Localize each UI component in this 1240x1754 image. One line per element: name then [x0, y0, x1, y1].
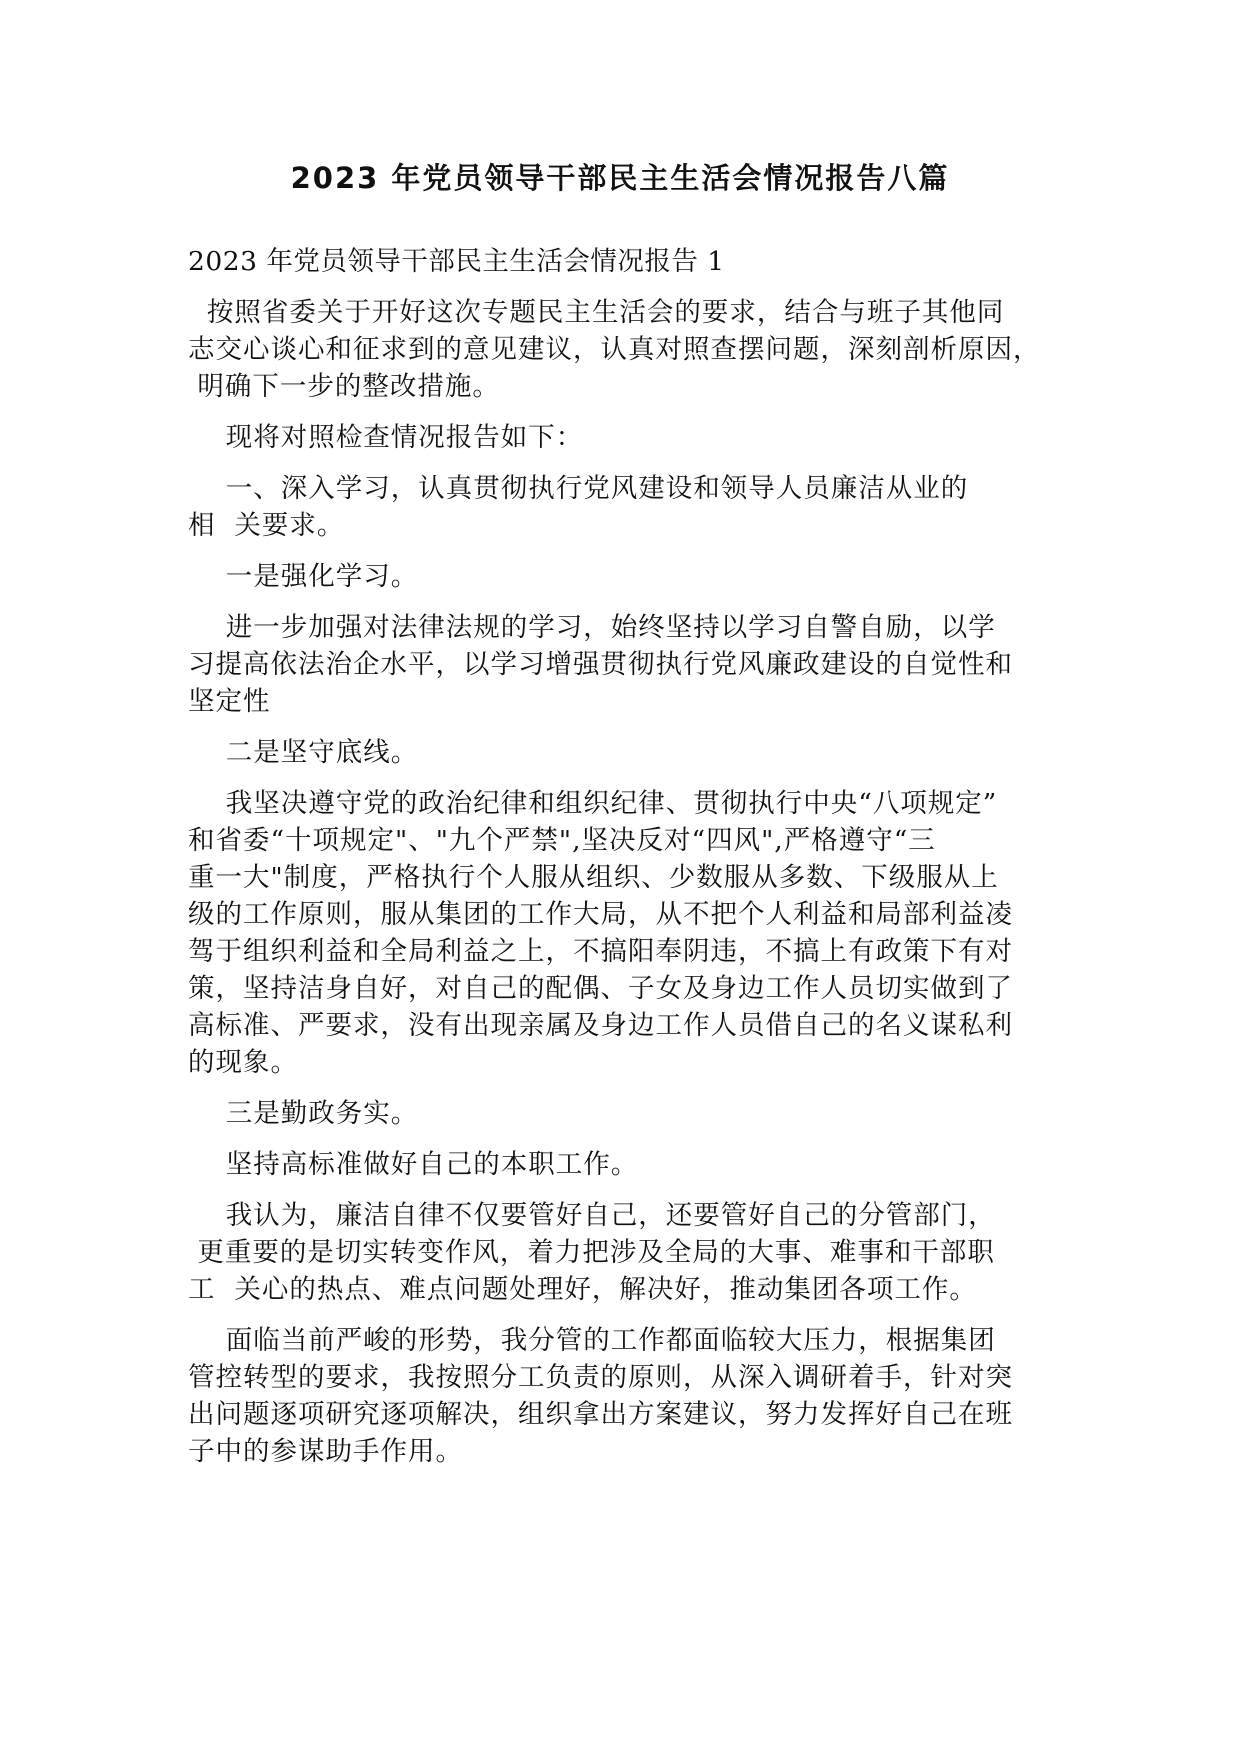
document-title: 2023 年党员领导干部民主生活会情况报告八篇	[290, 161, 950, 195]
paragraph-line: 管控转型的要求，我按照分工负责的原则，从深入调研着手，针对突	[188, 1362, 1013, 1393]
paragraph	[188, 1146, 1078, 1183]
paragraph-line: 二是坚守底线。	[188, 737, 419, 768]
paragraph-line: 更重要的是切实转变作风，着力把涉及全局的大事、难事和干部职	[188, 1237, 995, 1268]
paragraph-line: 工 关心的热点、难点问题处理好，解决好，推动集团各项工作。	[188, 1274, 977, 1305]
paragraph-line: 坚定性	[188, 686, 271, 717]
document-body	[188, 243, 1078, 1484]
paragraph-line: 级的工作原则，服从集团的工作大局，从不把个人利益和局部利益凌	[188, 899, 1013, 930]
paragraph-line: 一是强化学习。	[188, 561, 419, 592]
paragraph	[188, 785, 1078, 1081]
paragraph-line: 的现象。	[188, 1047, 298, 1078]
paragraph	[188, 1322, 1078, 1470]
paragraph	[188, 1095, 1078, 1132]
paragraph	[188, 734, 1078, 771]
paragraph	[188, 419, 1078, 456]
paragraph-line: 明确下一步的整改措施。	[188, 371, 500, 402]
paragraph-line: 一、深入学习，认真贯彻执行党风建设和领导人员廉洁从业的	[188, 473, 969, 504]
paragraph-line: 我认为，廉洁自律不仅要管好自己，还要管好自己的分管部门，	[188, 1200, 996, 1231]
paragraph-list	[188, 294, 1078, 1470]
paragraph-line: 面临当前严峻的形势，我分管的工作都面临较大压力，根据集团	[188, 1325, 996, 1356]
paragraph-line: 现将对照检查情况报告如下：	[188, 422, 584, 453]
paragraph-line: 习提高依法治企水平，以学习增强贯彻执行党风廉政建设的自觉性和	[188, 649, 1013, 680]
paragraph-line: 出问题逐项研究逐项解决，组织拿出方案建议，努力发挥好自己在班	[188, 1399, 1013, 1430]
paragraph-line: 三是勤政务实。	[188, 1098, 419, 1129]
paragraph-line: 进一步加强对法律法规的学习，始终坚持以学习自警自励，以学	[188, 612, 996, 643]
paragraph-line: 子中的参谋助手作用。	[188, 1436, 463, 1467]
paragraph	[188, 470, 1078, 544]
paragraph	[188, 294, 1078, 405]
paragraph-line: 按照省委关于开好这次专题民主生活会的要求，结合与班子其他同	[188, 297, 1005, 328]
paragraph-line: 我坚决遵守党的政治纪律和组织纪律、贯彻执行中央“八项规定”	[188, 788, 998, 819]
paragraph	[188, 609, 1078, 720]
paragraph-line: 高标准、严要求，没有出现亲属及身边工作人员借自己的名义谋私利	[188, 1010, 1013, 1041]
report-subtitle: 2023 年党员领导干部民主生活会情况报告 1	[188, 246, 725, 277]
paragraph-line: 相 关要求。	[188, 510, 345, 541]
paragraph	[188, 558, 1078, 595]
paragraph-line: 重一大"制度，严格执行个人服从组织、少数服从多数、下级服从上	[188, 862, 999, 893]
paragraph-line: 驾于组织利益和全局利益之上，不搞阳奉阴违，不搞上有政策下有对	[188, 936, 1013, 967]
paragraph	[188, 1197, 1078, 1308]
paragraph-line: 策，坚持洁身自好，对自己的配偶、子女及身边工作人员切实做到了	[188, 973, 1013, 1004]
paragraph-line: 和省委“十项规定"、"九个严禁",坚决反对“四风",严格遵守“三	[188, 825, 936, 856]
paragraph-line: 坚持高标准做好自己的本职工作。	[188, 1149, 639, 1180]
paragraph-line: 志交心谈心和征求到的意见建议，认真对照查摆问题，深刻剖析原因，	[188, 334, 1041, 365]
